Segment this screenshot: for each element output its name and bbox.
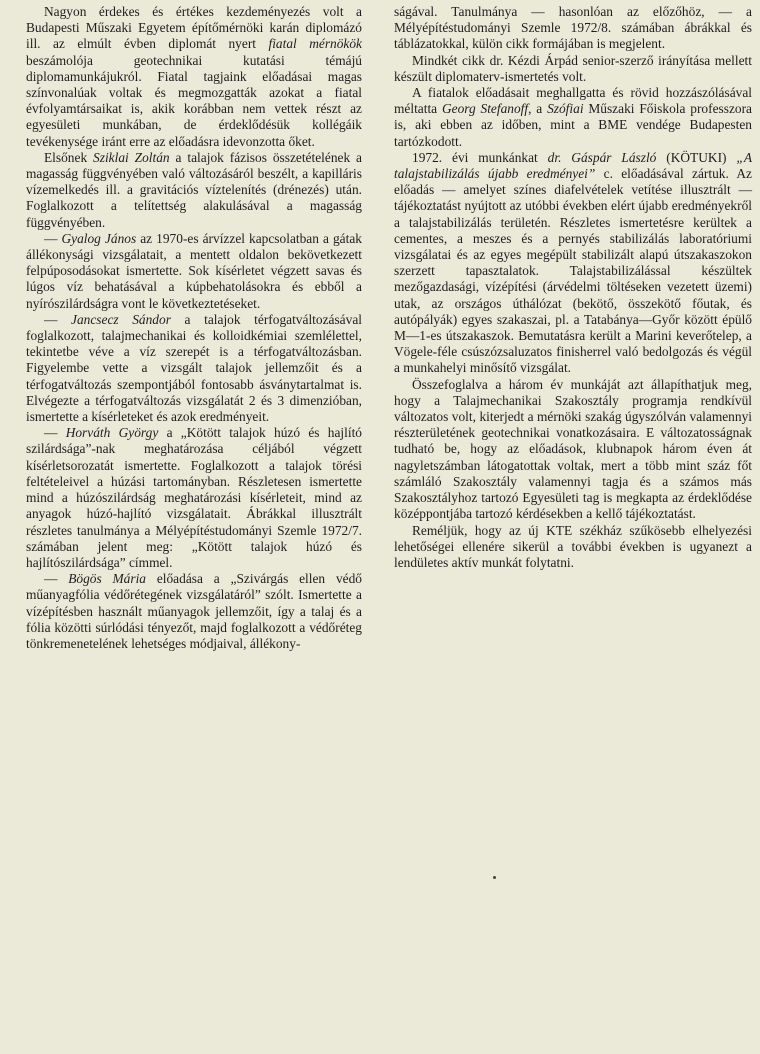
italic-text: „A talajstabilizálás újabb eredményei”	[394, 149, 753, 182]
paragraph	[394, 377, 752, 523]
paragraph	[394, 53, 752, 85]
left-text-column	[26, 4, 362, 652]
italic-text: fiatal mérnökök	[268, 36, 362, 52]
italic-text: dr. Gáspár László	[547, 149, 657, 165]
text-run: , a	[528, 101, 548, 117]
text-run: (KÖTUKI)	[656, 149, 737, 165]
text-run: előadása a „Szivárgás ellen védő műanyagfólia védőrétegének vizsgálatáról” szólt. Ismertette a vízépítésben használt műanyagok jellemzőit, így a talaj és a fólia közötti súrlódási tényezőt, majd foglalkozott a védőréteg tönkremenetelének lehetséges módjaival, állékony-	[26, 571, 362, 651]
text-run: a talajok fázisos összetételének a magasság függvényében való változásáról beszélt, a kapilláris vízemelkedés ill. a gravitációs víztelenítés (drénezés) után. Foglalkozott a telítettség alakulásával a magasság függvényében.	[26, 149, 362, 230]
paragraph	[26, 425, 362, 571]
text-run: Mindkét cikk dr. Kézdi Árpád senior-szerző irányítása mellett készült diplomaterv-ismertetés volt.	[394, 52, 752, 84]
text-run: —	[44, 571, 69, 587]
italic-text: Gyalog János	[61, 230, 137, 246]
paragraph	[26, 150, 362, 231]
text-run: Nagyon érdekes és értékes kezdeményezés volt a Budapesti Műszaki Egyetem építőmérnöki karán diplomázó ill. az elmúlt évben diplomát nyert	[26, 4, 362, 52]
text-run: 1972. évi munkánkat	[412, 149, 548, 165]
text-run: Elsőnek	[44, 149, 94, 165]
text-run: c. előadásával zártuk. Az előadás — amelyet színes diafelvételek vetítése illusztrált — tájékoztatást nyújtott az utóbbi években elért újabb eredményekről a talajstabilizálás területén. Részletes ismertetésre kerültek a cementes, a meszes és a pernyés stabilizálás laboratóriumi vizsgálatai és az egyes megépült stabilizált alapú útszakaszokon szerzett tapasztalatok. Talajstabilizálással készültek mezőgazdasági, vízépítési (árvédelmi töltéseken vezetett üzemi) utak, az országos úthálózat (bekötő, összekötő főutak, és autópályák) egyes szakaszai, pl. a Tatabánya—Győr között épülő M—1-es útszakaszok. Bemutatásra került a Marini keverőtelep, a Vögele-féle csúszózsaluzatos finisherrel való bedolgozás és végül a munkahelyi minősítő vizsgálat.	[394, 166, 752, 376]
italic-text: Bögös Mária	[68, 571, 146, 587]
text-run: A fiatalok előadásait meghallgatta és rövid hozzászólásával méltatta	[394, 85, 752, 117]
paragraph	[26, 4, 362, 150]
right-text-column	[394, 4, 752, 571]
paragraph	[394, 523, 752, 572]
paragraph	[26, 312, 362, 425]
italic-text: Jancsecz Sándor	[71, 311, 171, 327]
text-run: a talajok térfogatváltozásával foglalkozott, talajmechanikai és kolloidkémiai szemlélettel, tekintetbe véve a víz szerepét is a térfogatváltozásban. Figyelembe vette a vizsgált talajok jellemzőit és a térfogatváltozás szempontjából fontosabb ásványtartalmat is. Elvégezte a térfogatváltozás vizsgálatát 2 és 3 dimenzióban, ismertette a kísérleteket és azok eredményeit.	[26, 311, 362, 425]
text-run: ságával. Tanulmánya — hasonlóan az előzőhöz, — a Mélyépítéstudományi Szemle 1972/8. számában ábrákkal és táblázatokkal, külön cikk formájában is megjelent.	[394, 4, 752, 52]
scan-speck	[493, 876, 496, 879]
text-run: —	[44, 311, 72, 327]
italic-text: Szófiai	[547, 101, 584, 117]
italic-text: Georg Stefanoff	[441, 101, 529, 117]
text-run: —	[44, 230, 62, 246]
text-run: beszámolója geotechnikai kutatási témájú diplomamunkájukról. Fiatal tagjaink előadásai magas színvonalúak voltak és megmozgatták azokat a fiatal évfolyamtársaikat is, akik korábban nem vettek részt az egyesületi munkában, de érdeklődésük kollégáik tevékenysége iránt erre az előadásra idevonzotta őket.	[26, 52, 362, 149]
text-run: Műszaki Főiskola professzora is, aki ebben az időben, mint a BME vendége Budapesten tartózkodott.	[394, 101, 752, 149]
text-run: az 1970-es árvízzel kapcsolatban a gátak állékonysági vizsgálatait, a mentett oldalon bekövetkezett felpúposodásokat ismertette. Sok kísérletet végzett savas és lúgos víz behatásával a kúpbehatolásokra és ebből a nyírószilárdságra vont le következtetéseket.	[26, 230, 362, 311]
text-run: Reméljük, hogy az új KTE székház szűkösebb elhelyezési lehetőségei ellenére sikerül a további években is ugyanezt a lendületes aktív munkát folytatni.	[394, 522, 752, 570]
paragraph	[394, 150, 752, 377]
paragraph	[394, 85, 752, 150]
text-run: Összefoglalva a három év munkáját azt állapíthatjuk meg, hogy a Talajmechanikai Szakosztály programja rendkívül változatos volt, kiterjedt a mérnöki szakág úgyszólván valamennyi részterületének geotechnikai vonatkozásaira. E változatosságnak tudható be, hogy az előadások, klubnapok három éven át nagyletszámban látogatottak voltak, mert a több mint száz főt számláló Szakosztály valamennyi tagja és a számos más Szakosztályhoz tartozó Egyesületi tag is megkapta az érdeklődése középpontjába tartozó kérdésekben a kellő tájékoztatást.	[394, 376, 752, 522]
italic-text: Sziklai Zoltán	[93, 149, 170, 165]
text-run: —	[44, 425, 66, 441]
italic-text: Horváth György	[65, 425, 159, 441]
paragraph	[26, 231, 362, 312]
paragraph	[394, 4, 752, 53]
text-run: a „Kötött talajok húzó és hajlító szilárdsága”-nak meghatározása céljából végzett kísérletsorozatát ismertette. Foglalkozott a talajok törési feltételeivel a húzási tartományban. Részletesen ismertette mind a húzószilárdság meghatározási kísérleteit, mind az anyagok húzó-hajlító vizsgálatait. Ábrákkal illusztrált részletes tanulmánya a Mélyépítéstudományi Szemle 1972/7. számában jelent meg: „Kötött talajok húzó és hajlítószilárdsága” címmel.	[26, 425, 362, 570]
paragraph	[26, 571, 362, 652]
